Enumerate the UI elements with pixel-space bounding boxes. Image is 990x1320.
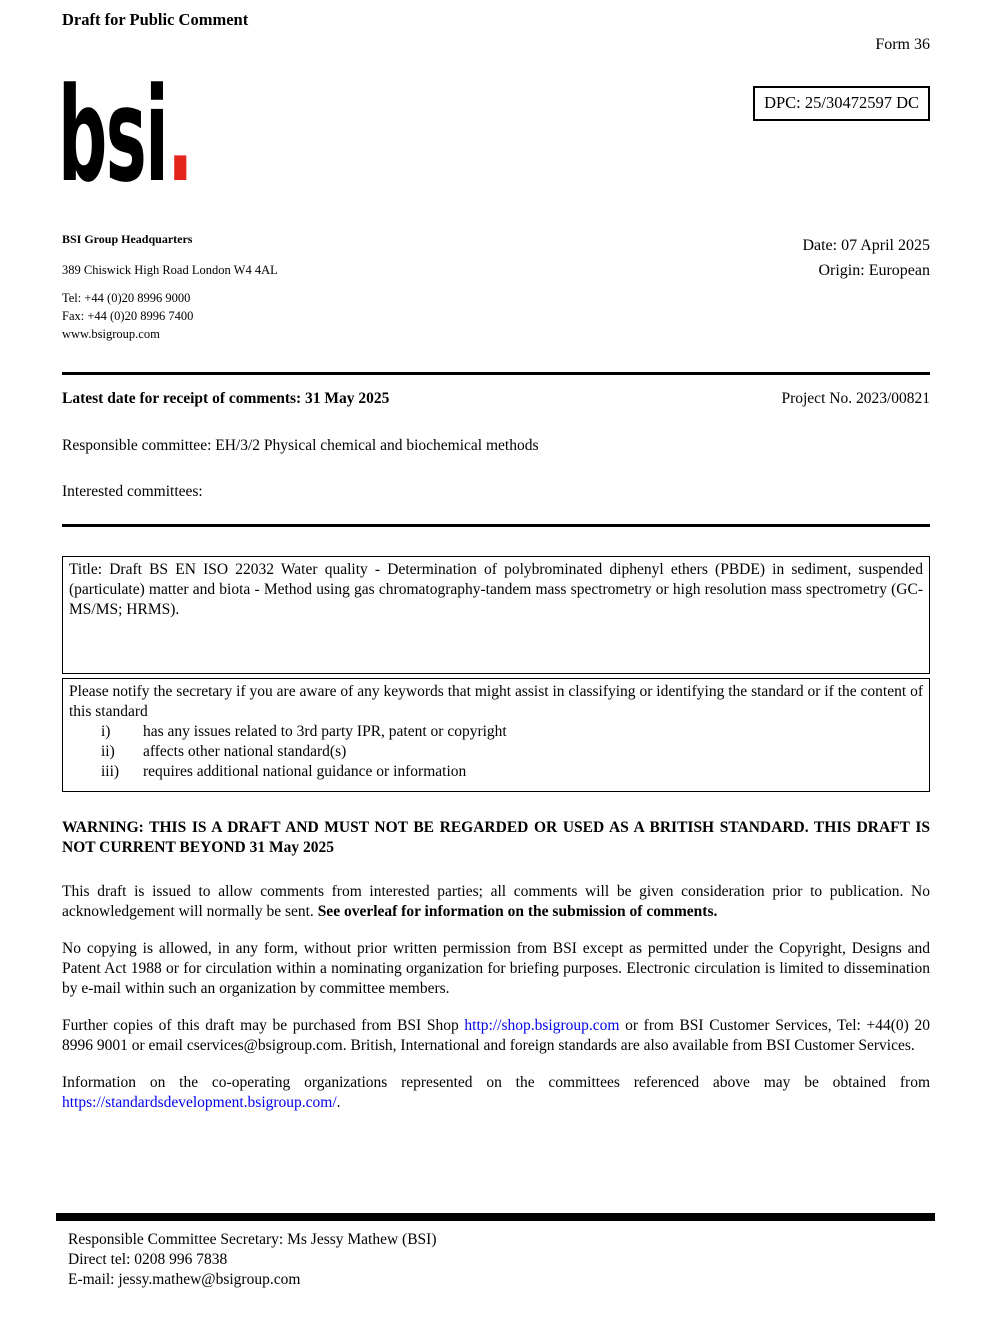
standard-title: Title: Draft BS EN ISO 22032 Water quality - Determination of polybrominated diphenyl ethers (PBDE) in sediment, suspended (particulate) matter and biota - Method using gas chromatography-tandem mass spectrometry or high resolution mass spectrometry (GC- MS/MS; HRMS). — [69, 561, 923, 618]
paragraph-draft-issued — [62, 882, 930, 922]
hq-address: 389 Chiswick High Road London W4 4AL — [62, 263, 278, 277]
further-copies-text-2: or from BSI Customer Services, Tel: +44(0) 20 8996 9001 or email cservices@bsigroup.com. British, International and foreign standards are also available from BSI Customer Services. — [62, 1017, 931, 1054]
keywords-item-number: i) — [101, 723, 111, 740]
keywords-box — [62, 678, 930, 792]
responsible-committee: Responsible committee: EH/3/2 Physical chemical and biochemical methods — [62, 437, 539, 454]
keywords-item-national-standards — [101, 742, 923, 762]
standards-development-link[interactable]: https://standardsdevelopment.bsigroup.com/ — [62, 1094, 337, 1111]
bsi-logo — [58, 59, 192, 211]
footer-bar — [56, 1213, 935, 1221]
document-body — [62, 372, 930, 1113]
bsi-logo-dot: . — [167, 59, 192, 211]
bsi-logo-text: bsi — [58, 59, 168, 211]
footer-email: E-mail: jessy.mathew@bsigroup.com — [68, 1271, 301, 1288]
keywords-item-number: iii) — [101, 763, 120, 780]
hq-website: www.bsigroup.com — [62, 327, 160, 341]
latest-date-for-comments: Latest date for receipt of comments: 31 May 2025 — [62, 390, 390, 407]
interested-committees: Interested committees: — [62, 483, 203, 500]
footer-direct-tel: Direct tel: 0208 996 7838 — [68, 1251, 228, 1268]
hq-tel: Tel: +44 (0)20 8996 9000 — [62, 291, 191, 305]
committee-secretary: Responsible Committee Secretary: Ms Jessy Mathew (BSI) — [68, 1231, 437, 1248]
keywords-item-text: affects other national standard(s) — [143, 743, 347, 760]
contact-block — [62, 232, 278, 343]
keywords-item-number: ii) — [101, 743, 115, 760]
project-number: Project No. 2023/00821 — [781, 390, 930, 407]
dpc-number: DPC: 25/30472597 DC — [764, 93, 919, 112]
warning-text: WARNING: THIS IS A DRAFT AND MUST NOT BE REGARDED OR USED AS A BRITISH STANDARD. THIS DRAFT IS NOT CURRENT BEYOND 31 May 2025 — [62, 819, 930, 856]
form-number: Form 36 — [875, 36, 930, 53]
see-overleaf-text: See overleaf for information on the submission of comments. — [317, 903, 718, 920]
cooperating-info-text: Information on the co-operating organizations represented on the committees referenced above may be obtained from — [62, 1074, 930, 1091]
cooperating-info-period: . — [336, 1094, 341, 1111]
hq-title: BSI Group Headquarters — [62, 232, 193, 246]
issue-date: Date: 07 April 2025 — [802, 237, 930, 254]
keywords-item-national-guidance — [101, 762, 923, 782]
bsi-shop-link[interactable]: http://shop.bsigroup.com — [464, 1017, 620, 1034]
keywords-item-text: has any issues related to 3rd party IPR, patent or copyright — [143, 723, 507, 740]
keywords-item-ipr — [101, 722, 923, 742]
divider-top — [62, 372, 930, 375]
dpc-number-box — [753, 86, 930, 121]
paragraph-cooperating-info — [62, 1073, 930, 1113]
keywords-item-text: requires additional national guidance or information — [143, 763, 467, 780]
origin: Origin: European — [818, 262, 930, 279]
keywords-intro: Please notify the secretary if you are aware of any keywords that might assist in classifying or identifying the standard or if the content of this standard — [69, 683, 923, 720]
divider-committees — [62, 524, 930, 527]
comments-row — [62, 389, 930, 409]
draft-label: Draft for Public Comment — [62, 10, 249, 29]
paragraph-further-copies — [62, 1016, 930, 1056]
draft-issued-text: This draft is issued to allow comments from interested parties; all comments will be given consideration prior to publication. No acknowledgement will normally be sent. — [62, 883, 930, 920]
title-box — [62, 556, 930, 674]
hq-fax: Fax: +44 (0)20 8996 7400 — [62, 309, 194, 323]
paragraph-no-copying: No copying is allowed, in any form, without prior written permission from BSI except as permitted under the Copyright, Designs and Patent Act 1988 or for circulation within a nominating organization for briefing purposes. Electronic circulation is limited to dissemination by e-mail within such an organization by committee members. — [62, 940, 930, 997]
meta-block — [802, 233, 930, 283]
further-copies-text-1: Further copies of this draft may be purchased from BSI Shop — [62, 1017, 465, 1034]
footer-block — [68, 1230, 437, 1290]
